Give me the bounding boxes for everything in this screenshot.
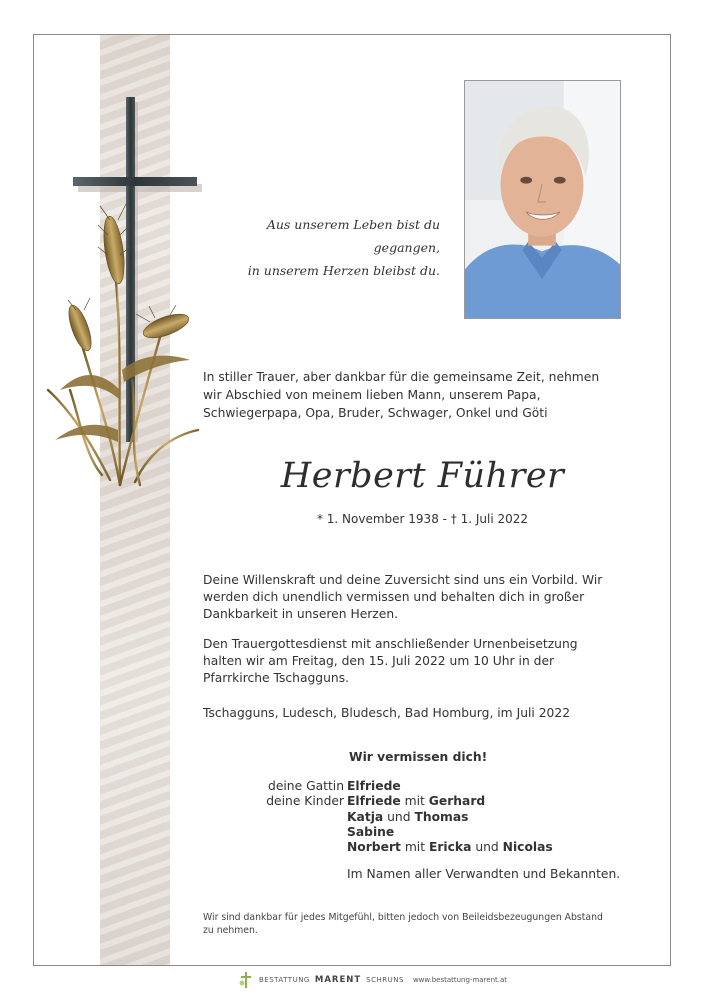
miss-heading: Wir vermissen dich! xyxy=(349,750,488,764)
life-dates: * 1. November 1938 - † 1. Juli 2022 xyxy=(316,512,529,526)
family-row-children-3 xyxy=(203,825,553,840)
family-name: Sabine xyxy=(347,824,395,839)
family-name: Ericka xyxy=(428,840,472,855)
relation-label: deine Gattin xyxy=(268,779,344,793)
funeral-home-footer xyxy=(238,970,507,990)
paragraph-service: Den Trauergottesdienst mit anschließender Urnenbeisetzung halten wir am Freitag, den 15. Juli 2022 um 10 Uhr in der Pfarrkirche Tschagguns. xyxy=(203,637,578,685)
family-name: Norbert xyxy=(347,840,401,855)
deceased-name: Herbert Führer xyxy=(280,456,565,496)
closing-line: Im Namen aller Verwandten und Bekannten. xyxy=(347,867,621,881)
footer-prefix: BESTATTUNG xyxy=(259,976,310,984)
joiner-word: mit xyxy=(404,794,425,809)
joiner-word: und xyxy=(475,840,499,855)
footer-brand: MARENT xyxy=(314,975,362,985)
family-row-children-2 xyxy=(203,810,553,825)
family-row-wife xyxy=(203,779,553,794)
quote-line-2: in unserem Herzen bleibst du. xyxy=(247,263,440,278)
paragraph-tribute: Deine Willenskraft und deine Zuversicht sind uns ein Vorbild. Wir werden dich unendlich vermissen und behalten dich in großer Dankbarkeit in unseren Herzen. xyxy=(203,573,603,621)
memorial-quote xyxy=(205,213,440,282)
footer-url[interactable]: www.bestattung-marent.at xyxy=(412,976,508,984)
family-name: Gerhard xyxy=(428,794,486,809)
cross-with-wheat-icon xyxy=(40,90,210,500)
portrait-photo xyxy=(464,80,621,319)
joiner-word: mit xyxy=(404,840,426,855)
footer-city: SCHRUNS xyxy=(366,976,404,984)
family-row-children-4 xyxy=(203,840,553,855)
place-and-date: Tschagguns, Ludesch, Bludesch, Bad Homburg, im Juli 2022 xyxy=(203,706,571,720)
family-name: Thomas xyxy=(414,809,469,824)
family-list xyxy=(203,779,553,855)
quote-line-1: Aus unserem Leben bist du gegangen, xyxy=(266,217,440,255)
footnote: Wir sind dankbar für jedes Mitgefühl, bitten jedoch von Beileidsbezeugungen Abstand zu nehmen. xyxy=(203,912,603,936)
family-name: Katja xyxy=(347,809,384,824)
relation-label: deine Kinder xyxy=(266,794,344,809)
body-text xyxy=(203,572,608,700)
family-name: Nicolas xyxy=(502,840,553,855)
family-row-children-1 xyxy=(203,794,553,809)
joiner-word: und xyxy=(387,809,411,824)
funeral-home-logo-icon xyxy=(238,971,254,989)
family-name: Elfriede xyxy=(347,779,401,793)
family-name: Elfriede xyxy=(347,794,401,809)
intro-text: In stiller Trauer, aber dankbar für die gemeinsame Zeit, nehmen wir Abschied von meinem lieben Mann, unserem Papa, Schwiegerpapa, Opa, Bruder, Schwager, Onkel und Göti xyxy=(203,370,600,420)
